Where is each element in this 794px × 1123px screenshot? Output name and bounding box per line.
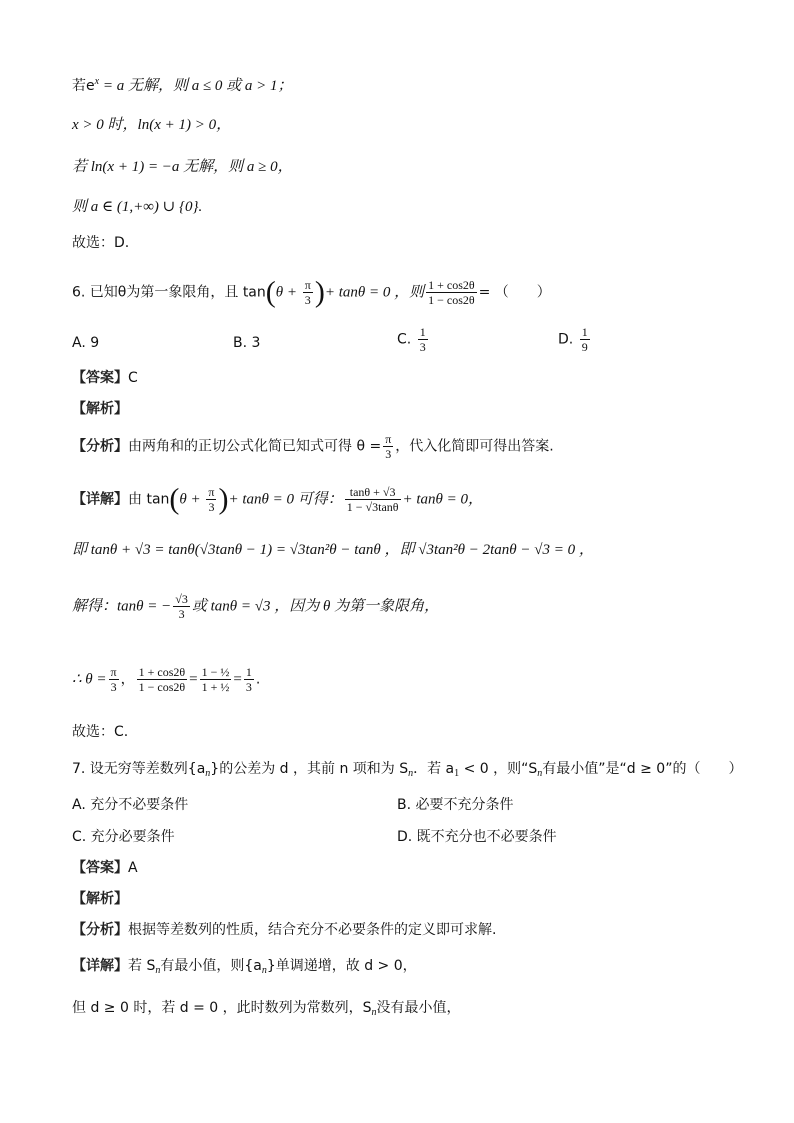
text-line: 故选：D. xyxy=(72,235,130,251)
fraction: $\frac{1 + \cos 2\theta}{1 - \cos 2\theta}$ xyxy=(138,665,186,694)
superscript: x xyxy=(94,76,100,87)
fraction: $\frac{√3}{3}$ xyxy=(175,592,188,621)
text: = （ ） xyxy=(478,284,551,301)
option-b: B. 必要不充分条件 xyxy=(397,797,514,813)
fraction: $\frac{\tan\theta + √3}{1 - √3\tan\theta}$ xyxy=(346,485,399,514)
text-line: 解得：tanθ = − $\frac{√3}{3}$ 或 tanθ = √3 ，因为 θ 为第一象限角， xyxy=(72,592,440,621)
fraction: $\frac{\pi}{3}$ xyxy=(110,665,117,694)
option-a: A. 9 xyxy=(72,335,100,351)
question-6 xyxy=(72,275,551,309)
text-line: 即 tanθ + √3 = tanθ(√3tanθ − 1) = √3tan²θ − tanθ ，即 √3tan²θ − 2tanθ − √3 = 0 ， xyxy=(72,542,594,558)
option-d: D. $\frac{1}{9}$ xyxy=(558,325,588,354)
fraction: $\frac{\pi}{3}$ xyxy=(385,432,392,461)
text-line: 故选：C. xyxy=(72,724,129,740)
text-line xyxy=(72,72,293,96)
text: 若e xyxy=(72,78,95,94)
option-c: C. $\frac{1}{3}$ xyxy=(397,325,426,354)
answer-line: 【答案】A xyxy=(72,860,138,876)
analysis-tag: 【解析】 xyxy=(72,891,128,907)
paren: ) xyxy=(314,275,325,309)
text: = a 无解，则 a ≤ 0 或 a > 1； xyxy=(99,78,293,94)
fraction: $\frac{\text{1 − ½}}{\text{1 + ½}}$ xyxy=(201,665,230,694)
text-line: ∴ θ = $\frac{\pi}{3}$ ， $\frac{1 + \cos 2\theta}{1 - \cos 2\theta}$ = $\frac{\text{1 − ½}}{\text{1 + ½}}$ = $\frac{1}{3}$ . xyxy=(72,665,261,694)
paren: ( xyxy=(265,275,276,309)
text: + tanθ = 0 ，则 xyxy=(324,284,425,301)
analysis-tag: 【解析】 xyxy=(72,401,128,417)
option-a: A. 充分不必要条件 xyxy=(72,797,189,813)
answer-line: 【答案】C xyxy=(72,370,138,386)
option-d: D. 既不充分也不必要条件 xyxy=(397,829,557,845)
question-7: 7. 设无穷等差数列$\{a_n\}$的公差为 d ，其前 n 项和为 $S_n$．若 $a_1 < 0$ ，则“$S_n$有最小值”是“d ≥ 0”的（ ） xyxy=(72,761,743,779)
fraction: $\frac{1}{3}$ xyxy=(419,325,426,354)
text-line: x > 0 时，ln(x + 1) > 0， xyxy=(72,117,232,133)
analysis-line: 【分析】由两角和的正切公式化简已知式可得 θ = $\frac{\pi}{3}$ ，代入化简即可得出答案. xyxy=(72,432,554,461)
fraction: $\frac{1 + \cos 2\theta}{1 - \cos 2\theta}$ xyxy=(428,278,475,307)
option-b: B. 3 xyxy=(233,335,261,351)
fraction: $\frac{1}{9}$ xyxy=(581,325,588,354)
fraction: $\frac{\pi}{3}$ xyxy=(208,485,215,514)
text-line: 但 d ≥ 0 时，若 d = 0 ，此时数列为常数列，$S_n$没有最小值， xyxy=(72,1000,461,1018)
fraction: $\frac{\pi}{3}$ xyxy=(304,278,311,307)
text: θ + xyxy=(275,284,301,301)
text-line: 则 a ∈ (1,+∞) ∪ {0}. xyxy=(72,199,203,215)
detail-line: 【详解】由 tan(θ + $\frac{\pi}{3}$ )+ tanθ = 0 可得： $\frac{\tan\theta + √3}{1 - √3\tan\theta}$ + tanθ = 0， xyxy=(72,482,484,516)
text: 6. 已知θ为第一象限角，且 tan xyxy=(72,284,266,301)
option-c: C. 充分必要条件 xyxy=(72,829,175,845)
fraction: $\frac{1}{3}$ xyxy=(245,665,252,694)
analysis-line: 【分析】根据等差数列的性质，结合充分不必要条件的定义即可求解. xyxy=(72,922,497,938)
detail-line: 【详解】若 $S_n$有最小值，则$\{a_n\}$单调递增，故 d > 0， xyxy=(72,958,417,976)
text-line: 若 ln(x + 1) = −a 无解，则 a ≥ 0， xyxy=(72,159,293,175)
